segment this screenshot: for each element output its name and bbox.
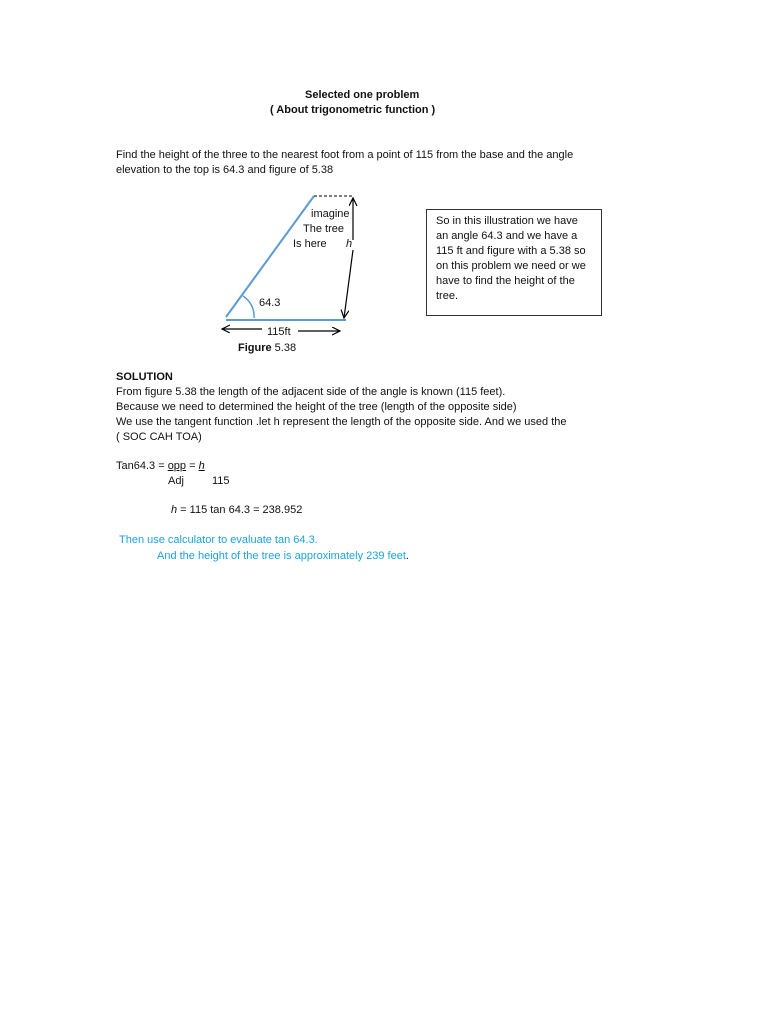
page-title: Selected one problem (305, 89, 420, 101)
note-line-1: Then use calculator to evaluate tan 64.3. (119, 534, 318, 546)
equation-h-numerator: h (198, 460, 205, 472)
figure-label-is-here: Is here (293, 238, 327, 250)
result-line (171, 503, 302, 518)
explanation-box (426, 209, 602, 316)
equation-opp: opp (167, 460, 187, 472)
figure-label-the-tree: The tree (303, 223, 344, 235)
note-line-2 (157, 549, 409, 564)
figure-caption-number: 5.38 (271, 342, 297, 354)
solution-line-3: We use the tangent function .let h represent the length of the opposite side. And we used the (116, 416, 567, 428)
solution-line-4: ( SOC CAH TOA) (116, 431, 202, 443)
note-line-2-period: . (405, 550, 409, 562)
figure-label-h: h (346, 238, 353, 250)
solution-line-1: From figure 5.38 the length of the adjacent side of the angle is known (115 feet). (116, 386, 506, 398)
equation-line (116, 459, 211, 474)
problem-line-1: Find the height of the three to the nearest foot from a point of 115 from the base and the angle (116, 149, 574, 161)
figure-label-base: 115ft (267, 326, 291, 338)
page-subtitle: ( About trigonometric function ) (270, 104, 436, 116)
figure-caption-bold: Figure (238, 342, 272, 354)
explanation-text: So in this illustration we have an angle 64.3 and we have a 115 ft and figure with a 5.38 so on this problem we need or we have to find the height of the tree. (436, 215, 586, 302)
problem-line-2: elevation to the top is 64.3 and figure of 5.38 (116, 164, 334, 176)
result-expression: = 115 tan 64.3 = 238.952 (177, 504, 303, 516)
solution-line-2: Because we need to determined the height of the tree (length of the opposite side) (116, 401, 517, 413)
solution-heading: SOLUTION (116, 371, 173, 383)
result-h: h (171, 504, 178, 516)
angle-arc (243, 296, 254, 318)
note-line-2-text: And the height of the tree is approximately 239 feet (157, 550, 406, 562)
equation-adj: Adj (168, 475, 184, 487)
figure-caption (238, 341, 296, 356)
equation-denominator: 115 (212, 475, 230, 487)
height-arrow-down (344, 250, 353, 318)
equation-lhs: Tan64.3 = (116, 460, 168, 472)
equation-equals: = (186, 460, 199, 472)
figure-label-imagine: imagine (311, 208, 350, 220)
figure-label-angle: 64.3 (259, 297, 281, 309)
